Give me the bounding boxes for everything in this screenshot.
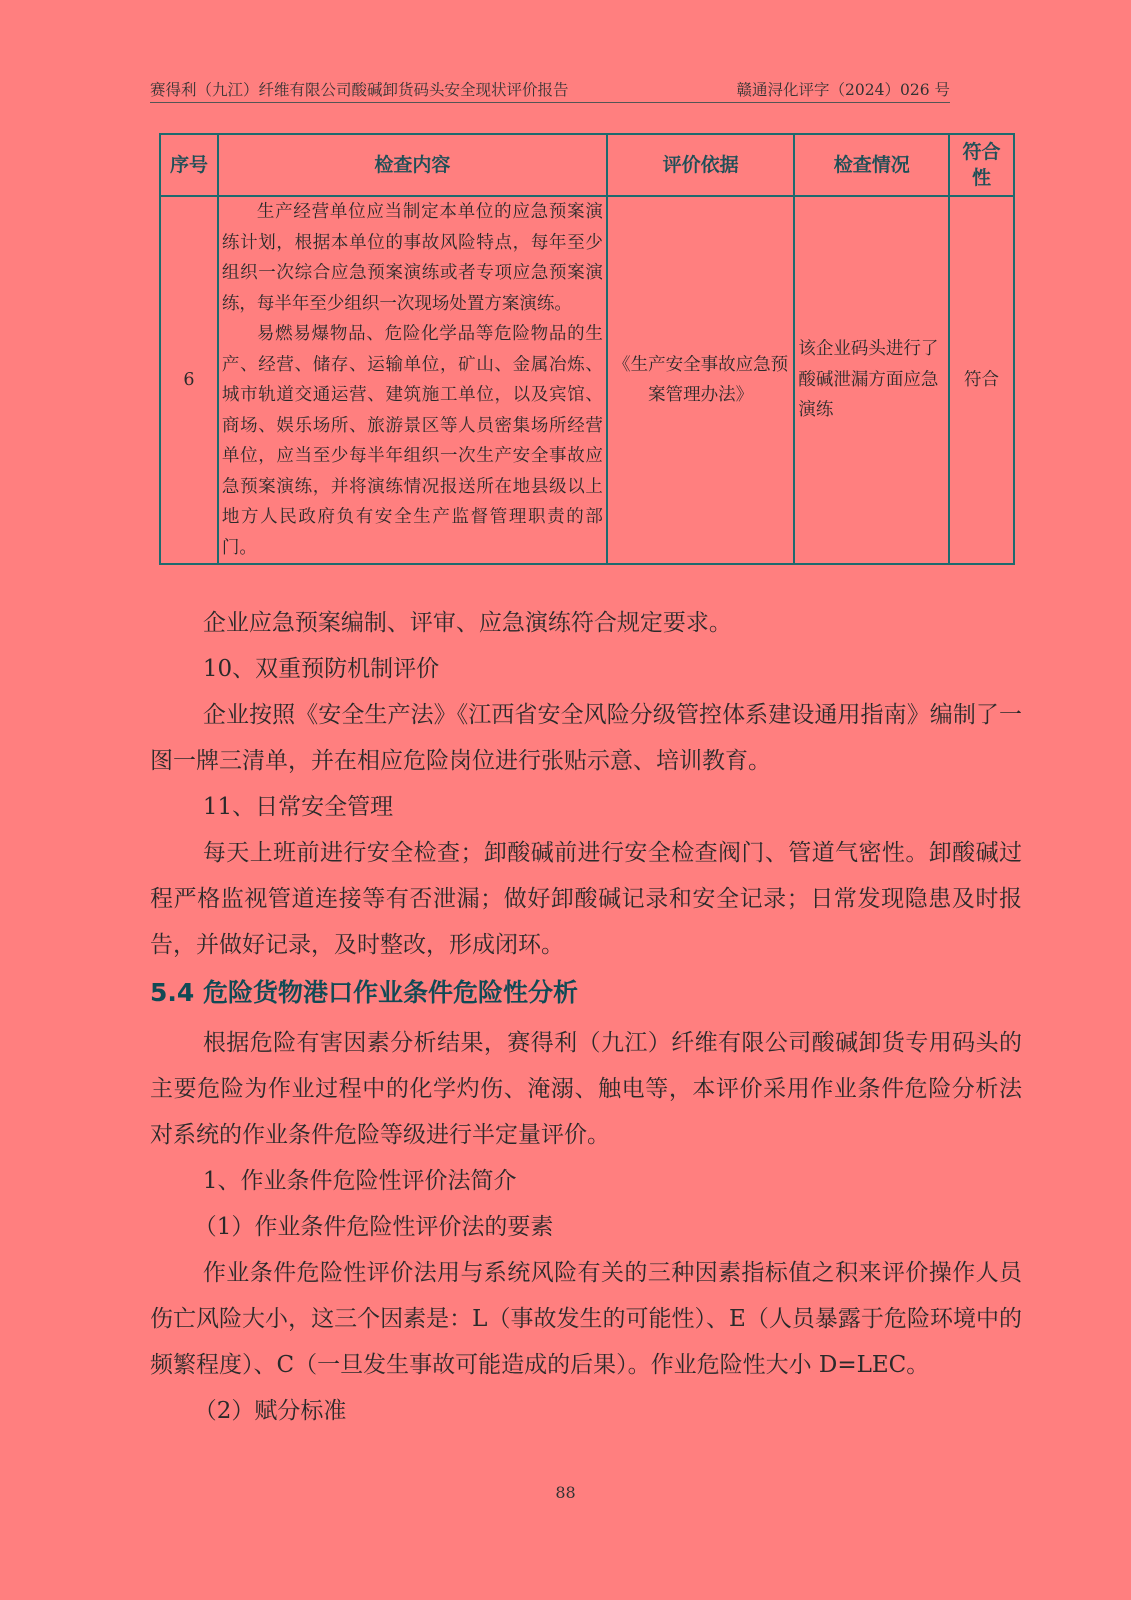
page-number: 88 — [555, 1483, 576, 1502]
page-header — [150, 78, 950, 103]
body-text — [150, 600, 1022, 1434]
header-content: 检查内容 — [218, 134, 607, 196]
row-result: 符合 — [949, 196, 1014, 564]
inspection-table — [159, 133, 1015, 565]
paragraph-hazard-analysis: 根据危险有害因素分析结果，赛得利（九江）纤维有限公司酸碱卸货专用码头的主要危险为作业过程中的化学灼伤、淹溺、触电等，本评价采用作业条件危险分析法对系统的作业条件危险等级进行半定量评价。 — [150, 1030, 1022, 1148]
header-situation: 检查情况 — [794, 134, 949, 196]
heading-10: 10、双重预防机制评价 — [202, 656, 440, 682]
heading-11: 11、日常安全管理 — [202, 794, 394, 820]
paragraph-daily-safety: 每天上班前进行安全检查；卸酸碱前进行安全检查阀门、管道气密性。卸酸碱过程严格监视管道连接等有否泄漏；做好卸酸碱记录和安全记录；日常发现隐患及时报告，并做好记录，及时整改，形成闭环。 — [150, 840, 1022, 958]
paragraph-dual-prevention: 企业按照《安全生产法》《江西省安全风险分级管控体系建设通用指南》编制了一图一牌三清单，并在相应危险岗位进行张贴示意、培训教育。 — [150, 702, 1022, 774]
header-report-number: 赣通浔化评字（2024）026 号 — [736, 81, 950, 99]
header-conformity: 符合性 — [949, 134, 1014, 196]
row-content — [218, 196, 607, 564]
header-report-title: 赛得利（九江）纤维有限公司酸碱卸货码头安全现状评价报告 — [150, 81, 569, 99]
row-situation: 该企业码头进行了酸碱泄漏方面应急演练 — [794, 196, 949, 564]
table-header-row — [160, 134, 1014, 196]
row-basis: 《生产安全事故应急预案管理办法》 — [607, 196, 795, 564]
table-row — [160, 196, 1014, 564]
heading-1-1: （1）作业条件危险性评价法的要素 — [193, 1214, 554, 1240]
header-no: 序号 — [160, 134, 218, 196]
section-title-5-4: 5.4 危险货物港口作业条件危险性分析 — [150, 978, 578, 1007]
paragraph-emergency: 企业应急预案编制、评审、应急演练符合规定要求。 — [202, 610, 732, 636]
heading-1: 1、作业条件危险性评价法简介 — [202, 1168, 517, 1194]
paragraph-lec-method: 作业条件危险性评价法用与系统风险有关的三种因素指标值之积来评价操作人员伤亡风险大小，这三个因素是：L（事故发生的可能性）、E（人员暴露于危险环境中的频繁程度）、C（一旦发生事故可能造成的后果）。作业危险性大小 D=LEC。 — [150, 1260, 1022, 1378]
content-paragraph-2: 易燃易爆物品、危险化学品等危险物品的生产、经营、储存、运输单位，矿山、金属冶炼、城市轨道交通运营、建筑施工单位，以及宾馆、商场、娱乐场所、旅游景区等人员密集场所经营单位，应当至少每半年组织一次生产安全事故应急预案演练，并将演练情况报送所在地县级以上地方人民政府负有安全生产监督管理职责的部门。 — [221, 324, 603, 558]
header-basis: 评价依据 — [607, 134, 795, 196]
content-paragraph-1: 生产经营单位应当制定本单位的应急预案演练计划，根据本单位的事故风险特点，每年至少组织一次综合应急预案演练或者专项应急预案演练，每半年至少组织一次现场处置方案演练。 — [221, 202, 603, 314]
row-number: 6 — [160, 196, 218, 564]
heading-1-2: （2）赋分标准 — [193, 1398, 347, 1424]
